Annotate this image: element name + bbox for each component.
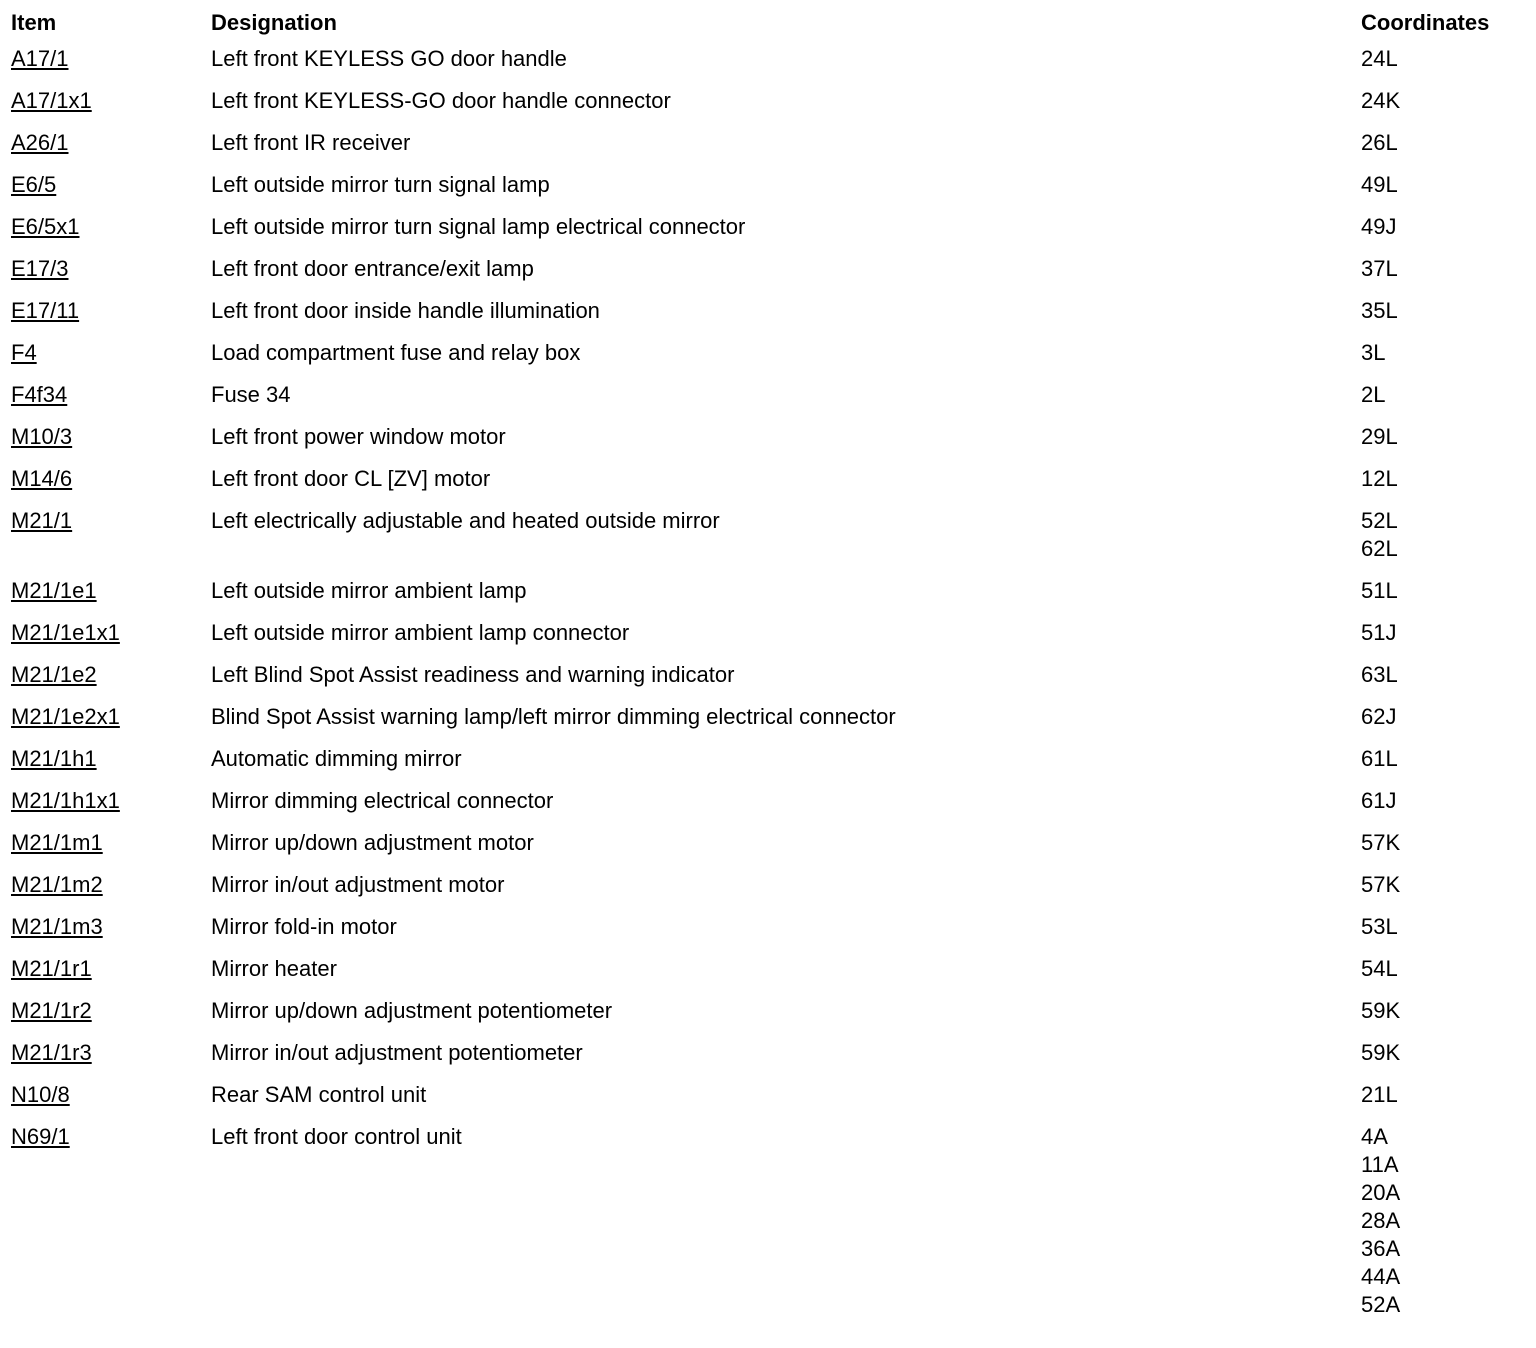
coordinate-value: 26L [1361,130,1398,155]
item-cell [0,997,200,1039]
item-link[interactable]: E17/3 [11,256,69,281]
designation-cell: Automatic dimming mirror [211,746,462,771]
item-link[interactable]: M21/1e2x1 [11,704,120,729]
item-link[interactable]: M21/1m3 [11,914,103,939]
header-coordinates: Coordinates [1361,10,1490,35]
coordinate-value: 4A [1361,1124,1388,1149]
designation-cell: Mirror dimming electrical connector [211,788,554,813]
table-row [0,1081,1536,1123]
item-link[interactable]: E6/5 [11,172,57,197]
table-row [0,213,1536,255]
coordinate-value: 54L [1361,956,1398,981]
item-cell [0,1123,200,1333]
coordinate-value: 52L [1361,508,1398,533]
designation-cell: Mirror in/out adjustment potentiometer [211,1040,583,1065]
designation-cell: Fuse 34 [211,382,291,407]
table-row [0,577,1536,619]
item-cell [0,1039,200,1081]
item-cell [0,577,200,619]
item-cell [0,45,200,87]
table-row [0,703,1536,745]
designation-cell: Left front door entrance/exit lamp [211,256,534,281]
designation-cell: Left front KEYLESS-GO door handle connector [211,88,671,113]
coordinates-cell [1351,381,1536,423]
item-link[interactable]: F4 [11,340,37,365]
coordinate-value: 24L [1361,46,1398,71]
item-link[interactable]: M21/1r1 [11,956,92,981]
coordinate-value: 3L [1361,340,1386,365]
table-row [0,745,1536,787]
item-cell [0,129,200,171]
coordinate-value: 21L [1361,1082,1398,1107]
coordinates-cell [1351,129,1536,171]
coordinate-value: 24K [1361,88,1401,113]
item-link[interactable]: M21/1r2 [11,998,92,1023]
table-row [0,829,1536,871]
table-row [0,913,1536,955]
table-row [0,381,1536,423]
item-cell [0,297,200,339]
table-row [0,787,1536,829]
designation-cell: Left front power window motor [211,424,506,449]
item-link[interactable]: M10/3 [11,424,73,449]
coordinates-cell [1351,423,1536,465]
coordinates-cell [1351,787,1536,829]
coordinate-value: 63L [1361,662,1398,687]
table-row [0,171,1536,213]
coordinate-value: 2L [1361,382,1386,407]
designation-cell: Left front KEYLESS GO door handle [211,46,567,71]
coordinates-cell [1351,45,1536,87]
coordinate-value: 62L [1361,536,1398,561]
designation-cell: Mirror fold-in motor [211,914,397,939]
coordinate-value: 61J [1361,788,1397,813]
coordinate-value: 44A [1361,1264,1401,1289]
designation-cell: Left front door inside handle illumination [211,298,600,323]
coordinates-cell [1351,1123,1536,1333]
coordinates-cell [1351,1081,1536,1123]
item-cell [0,423,200,465]
designation-cell: Left outside mirror turn signal lamp [211,172,550,197]
item-cell [0,255,200,297]
coordinate-value: 37L [1361,256,1398,281]
coordinates-cell [1351,745,1536,787]
table-row [0,1123,1536,1333]
table-row [0,87,1536,129]
coordinates-cell [1351,297,1536,339]
header-item: Item [11,10,57,35]
table-row [0,507,1536,577]
coordinates-cell [1351,507,1536,577]
coordinates-cell [1351,465,1536,507]
designation-cell: Left outside mirror ambient lamp [211,578,527,603]
item-cell [0,339,200,381]
item-cell [0,381,200,423]
item-cell [0,871,200,913]
item-cell [0,913,200,955]
coordinate-value: 49L [1361,172,1398,197]
coordinates-cell [1351,955,1536,997]
table-row [0,871,1536,913]
designation-cell: Mirror up/down adjustment motor [211,830,534,855]
table-row [0,1039,1536,1081]
designation-cell: Left electrically adjustable and heated outside mirror [211,508,720,533]
coordinates-cell [1351,1039,1536,1081]
designation-cell: Mirror heater [211,956,337,981]
table-row [0,423,1536,465]
item-link[interactable]: N69/1 [11,1124,70,1149]
coordinates-cell [1351,871,1536,913]
designation-cell: Left outside mirror ambient lamp connector [211,620,630,645]
item-cell [0,507,200,577]
item-cell [0,955,200,997]
designation-cell: Left front door CL [ZV] motor [211,466,491,491]
item-cell [0,87,200,129]
coordinates-cell [1351,829,1536,871]
coordinate-value: 12L [1361,466,1398,491]
table-row [0,619,1536,661]
item-link[interactable]: M21/1m1 [11,830,103,855]
coordinate-value: 35L [1361,298,1398,323]
coordinate-value: 20A [1361,1180,1401,1205]
table-row [0,661,1536,703]
item-cell [0,745,200,787]
coordinate-value: 59K [1361,998,1401,1023]
legend-body [0,45,1536,1333]
designation-cell: Mirror up/down adjustment potentiometer [211,998,613,1023]
coordinates-cell [1351,703,1536,745]
table-row [0,129,1536,171]
item-cell [0,1081,200,1123]
designation-cell: Left front door control unit [211,1124,462,1149]
item-cell [0,171,200,213]
item-link[interactable]: A17/1x1 [11,88,92,113]
header-row [0,0,1536,45]
item-link[interactable]: M21/1h1 [11,746,97,771]
coordinate-value: 49J [1361,214,1397,239]
item-link[interactable]: M21/1e1x1 [11,620,120,645]
designation-cell: Load compartment fuse and relay box [211,340,581,365]
item-link[interactable]: M21/1m2 [11,872,103,897]
coordinate-value: 51J [1361,620,1397,645]
coordinate-value: 53L [1361,914,1398,939]
designation-cell: Mirror in/out adjustment motor [211,872,505,897]
coordinates-cell [1351,619,1536,661]
table-row [0,955,1536,997]
item-cell [0,213,200,255]
coordinates-cell [1351,997,1536,1039]
item-link[interactable]: M21/1e2 [11,662,97,687]
table-row [0,465,1536,507]
coordinates-cell [1351,913,1536,955]
item-link[interactable]: M21/1e1 [11,578,97,603]
table-row [0,45,1536,87]
designation-cell: Left Blind Spot Assist readiness and warning indicator [211,662,735,687]
coordinate-value: 57K [1361,872,1401,897]
item-link[interactable]: M21/1 [11,508,73,533]
coordinate-value: 59K [1361,1040,1401,1065]
item-cell [0,787,200,829]
designation-cell: Left outside mirror turn signal lamp electrical connector [211,214,746,239]
designation-cell: Left front IR receiver [211,130,411,155]
table-row [0,255,1536,297]
item-cell [0,661,200,703]
item-link[interactable]: N10/8 [11,1082,70,1107]
item-link[interactable]: F4f34 [11,382,68,407]
coordinates-cell [1351,661,1536,703]
coordinate-value: 51L [1361,578,1398,603]
coordinate-value: 62J [1361,704,1397,729]
item-link[interactable]: M21/1h1x1 [11,788,120,813]
coordinate-value: 61L [1361,746,1398,771]
coordinate-value: 57K [1361,830,1401,855]
coordinates-cell [1351,255,1536,297]
designation-cell: Rear SAM control unit [211,1082,427,1107]
coordinates-cell [1351,577,1536,619]
item-cell [0,465,200,507]
table-row [0,997,1536,1039]
item-link[interactable]: E6/5x1 [11,214,80,239]
coordinates-cell [1351,339,1536,381]
item-link[interactable]: M14/6 [11,466,73,491]
coordinate-value: 36A [1361,1236,1401,1261]
item-link[interactable]: E17/11 [11,298,80,323]
coordinates-cell [1351,87,1536,129]
coordinate-value: 52A [1361,1292,1401,1317]
coordinates-cell [1351,171,1536,213]
item-cell [0,703,200,745]
table-row [0,339,1536,381]
coordinate-value: 28A [1361,1208,1401,1233]
coordinate-value: 11A [1361,1152,1399,1177]
header-designation: Designation [211,10,337,35]
item-cell [0,829,200,871]
designation-cell: Blind Spot Assist warning lamp/left mirror dimming electrical connector [211,704,896,729]
item-link[interactable]: M21/1r3 [11,1040,92,1065]
coordinates-cell [1351,213,1536,255]
table-row [0,297,1536,339]
coordinate-value: 29L [1361,424,1398,449]
item-cell [0,619,200,661]
item-link[interactable]: A17/1 [11,46,69,71]
item-link[interactable]: A26/1 [11,130,69,155]
